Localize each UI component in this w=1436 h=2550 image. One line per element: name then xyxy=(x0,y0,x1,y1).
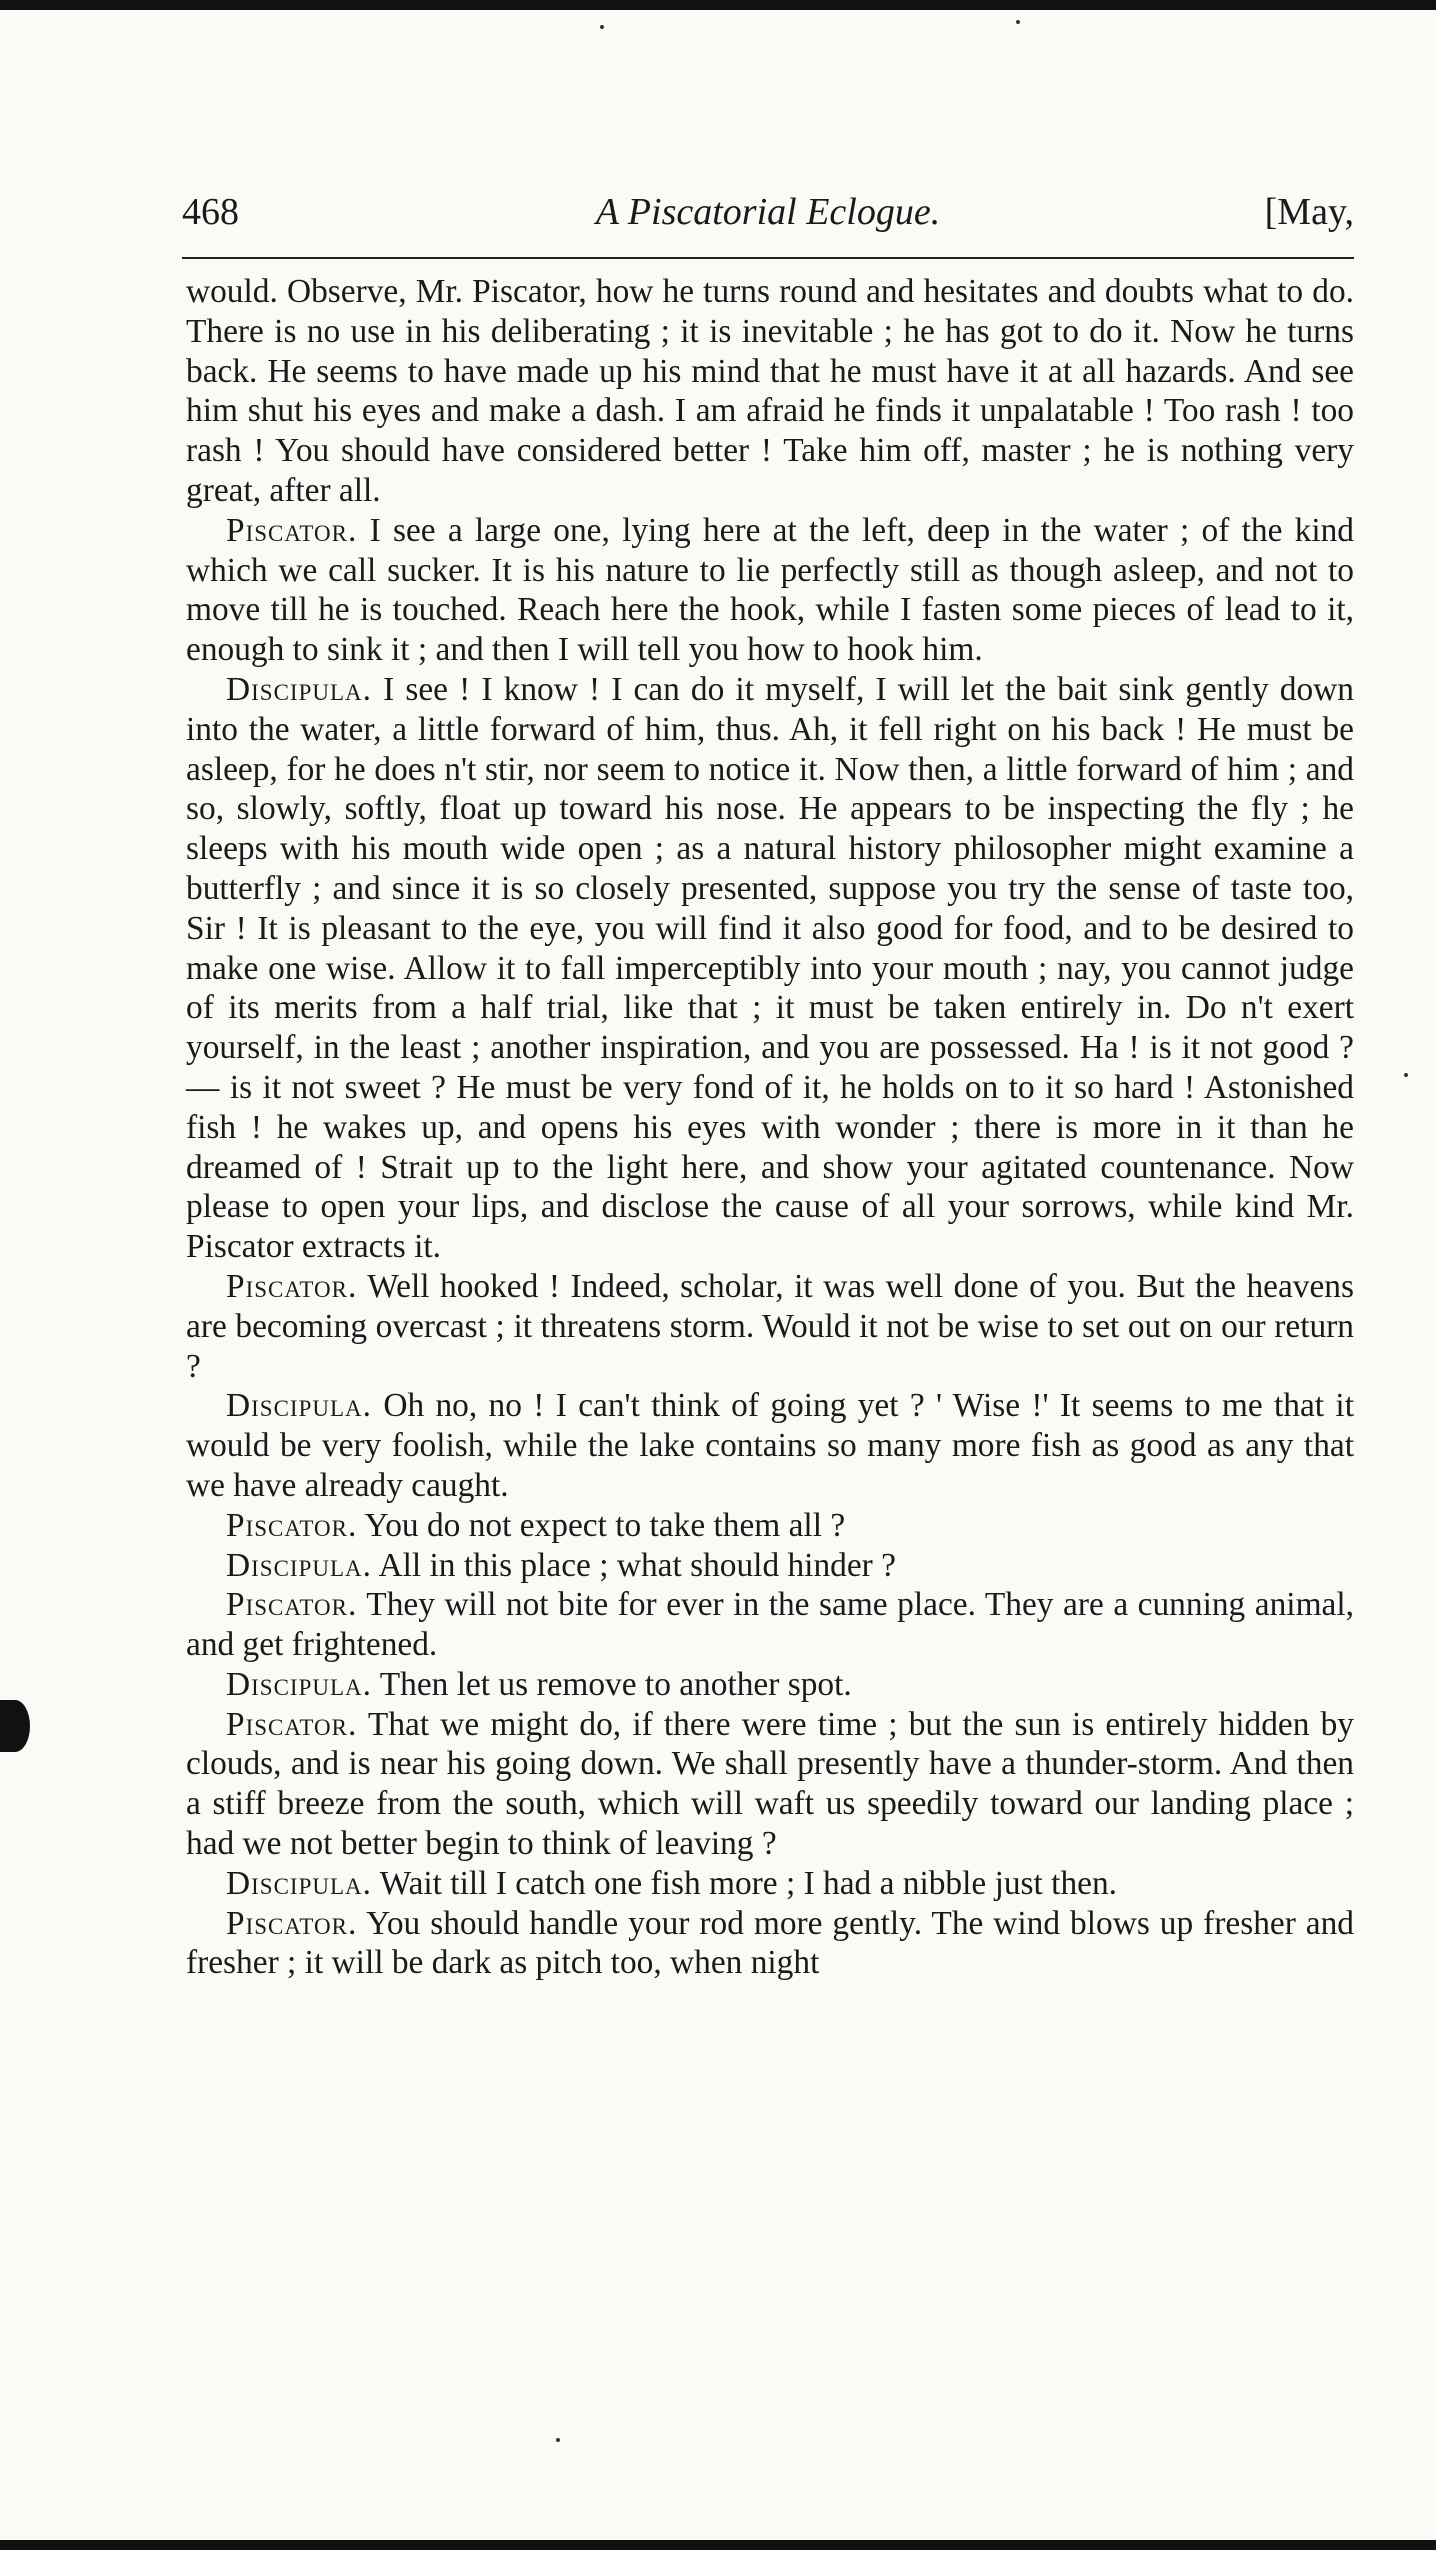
page-body xyxy=(186,272,1354,1983)
paragraph-text: You should handle your rod more gently. The wind blows up fresher and fresher ; it will be dark as pitch too, when night xyxy=(186,1904,1354,1982)
scan-edge-top xyxy=(0,0,1436,10)
ink-blot xyxy=(0,1700,30,1752)
paragraph-text: All in this place ; what should hinder ? xyxy=(378,1546,896,1584)
paragraph xyxy=(186,1705,1354,1864)
paragraph xyxy=(186,1665,1354,1705)
paragraph xyxy=(186,1267,1354,1386)
paragraph-text: Then let us remove to another spot. xyxy=(379,1665,852,1703)
speaker-name: Piscator. xyxy=(226,1506,358,1544)
paragraph xyxy=(186,1506,1354,1546)
header-rule xyxy=(182,257,1354,259)
paragraph-text: They will not bite for ever in the same place. They are a cunning animal, and get frightened. xyxy=(186,1586,1354,1664)
paragraph xyxy=(186,1386,1354,1505)
paragraph xyxy=(186,1585,1354,1665)
page-header xyxy=(182,190,1354,240)
paragraph-text: I see ! I know ! I can do it myself, I will let the bait sink gently down into the water, a little forward of him, thus. Ah, it fell right on his back ! He must be asleep, for he does n't stir, nor seem to notice it. Now then, a little forward of him ; and so, slowly, softly, float up toward his nose. He appears to be inspecting the fly ; he sleeps with his mouth wide open ; as a natural history philosopher might examine a butterfly ; and since it is so closely presented, suppose you try the sense of taste too, Sir ! It is pleasant to the eye, you will find it also good for food, and to be desired to make one wise. Allow it to fall imperceptibly into your mouth ; nay, you cannot judge of its merits from a half trial, like that ; it must be taken entirely in. Do n't exert yourself, in the least ; another inspiration, and you are possessed. Ha ! is it not good ? — is it not sweet ? He must be very fond of it, he holds on to it so hard ! Astonished fish ! he wakes up, and opens his eyes with wonder ; there is more in it than he dreamed of ! Strait up to the light here, and show your agitated countenance. Now please to open your lips, and disclose the cause of all your sorrows, while kind Mr. Piscator extracts it. xyxy=(186,670,1354,1266)
paragraph-text: Wait till I catch one fish more ; I had a nibble just then. xyxy=(379,1864,1118,1902)
speaker-name: Piscator. xyxy=(226,511,358,549)
paragraph xyxy=(186,1546,1354,1586)
running-title: A Piscatorial Eclogue. xyxy=(595,191,941,233)
paragraph-text: You do not expect to take them all ? xyxy=(364,1506,846,1544)
speaker-name: Piscator. xyxy=(226,1705,358,1743)
speaker-name: Discipula. xyxy=(226,670,372,708)
speaker-name: Discipula. xyxy=(226,1546,372,1584)
paragraph-text: That we might do, if there were time ; but the sun is entirely hidden by clouds, and is near his going down. We shall presently have a thunder-storm. And then a stiff breeze from the south, which will waft us speedily toward our landing place ; had we not better begin to think of leaving ? xyxy=(186,1705,1354,1863)
scan-speck xyxy=(1404,1073,1408,1077)
paragraph-text: Oh no, no ! I can't think of going yet ? ' Wise !' It seems to me that it would be very foolish, while the lake contains so many more fish as good as any that we have already caught. xyxy=(186,1387,1354,1504)
paragraph-text: I see a large one, lying here at the left, deep in the water ; of the kind which we call sucker. It is his nature to lie perfectly still as though asleep, and not to move till he is touched. Reach here the hook, while I fasten some pieces of lead to it, enough to sink it ; and then I will tell you how to hook him. xyxy=(186,511,1354,669)
speaker-name: Discipula. xyxy=(226,1387,372,1425)
paragraph xyxy=(186,670,1354,1267)
speaker-name: Piscator. xyxy=(226,1267,358,1305)
speaker-name: Discipula. xyxy=(226,1864,372,1902)
paragraph xyxy=(186,1864,1354,1904)
scan-speck xyxy=(1016,20,1020,24)
header-month: [May, xyxy=(1264,191,1354,233)
paragraph xyxy=(186,272,1354,511)
paragraph xyxy=(186,511,1354,670)
paragraph-text: would. Observe, Mr. Piscator, how he turns round and hesitates and doubts what to do. There is no use in his deliberating ; it is inevitable ; he has got to do it. Now he turns back. He seems to have made up his mind that he must have it at all hazards. And see him shut his eyes and make a dash. I am afraid he finds it unpalatable ! Too rash ! too rash ! You should have considered better ! Take him off, master ; he is nothing very great, after all. xyxy=(186,273,1354,509)
scan-edge-bottom xyxy=(0,2540,1436,2550)
scan-speck xyxy=(556,2438,560,2442)
page-number: 468 xyxy=(182,191,239,233)
scan-speck xyxy=(600,25,604,29)
paragraph-text: Well hooked ! Indeed, scholar, it was well done of you. But the heavens are becoming overcast ; it threatens storm. Would it not be wise to set out on our return ? xyxy=(186,1267,1354,1385)
speaker-name: Piscator. xyxy=(226,1586,358,1624)
speaker-name: Piscator. xyxy=(226,1904,358,1942)
paragraph xyxy=(186,1904,1354,1984)
speaker-name: Discipula. xyxy=(226,1665,372,1703)
